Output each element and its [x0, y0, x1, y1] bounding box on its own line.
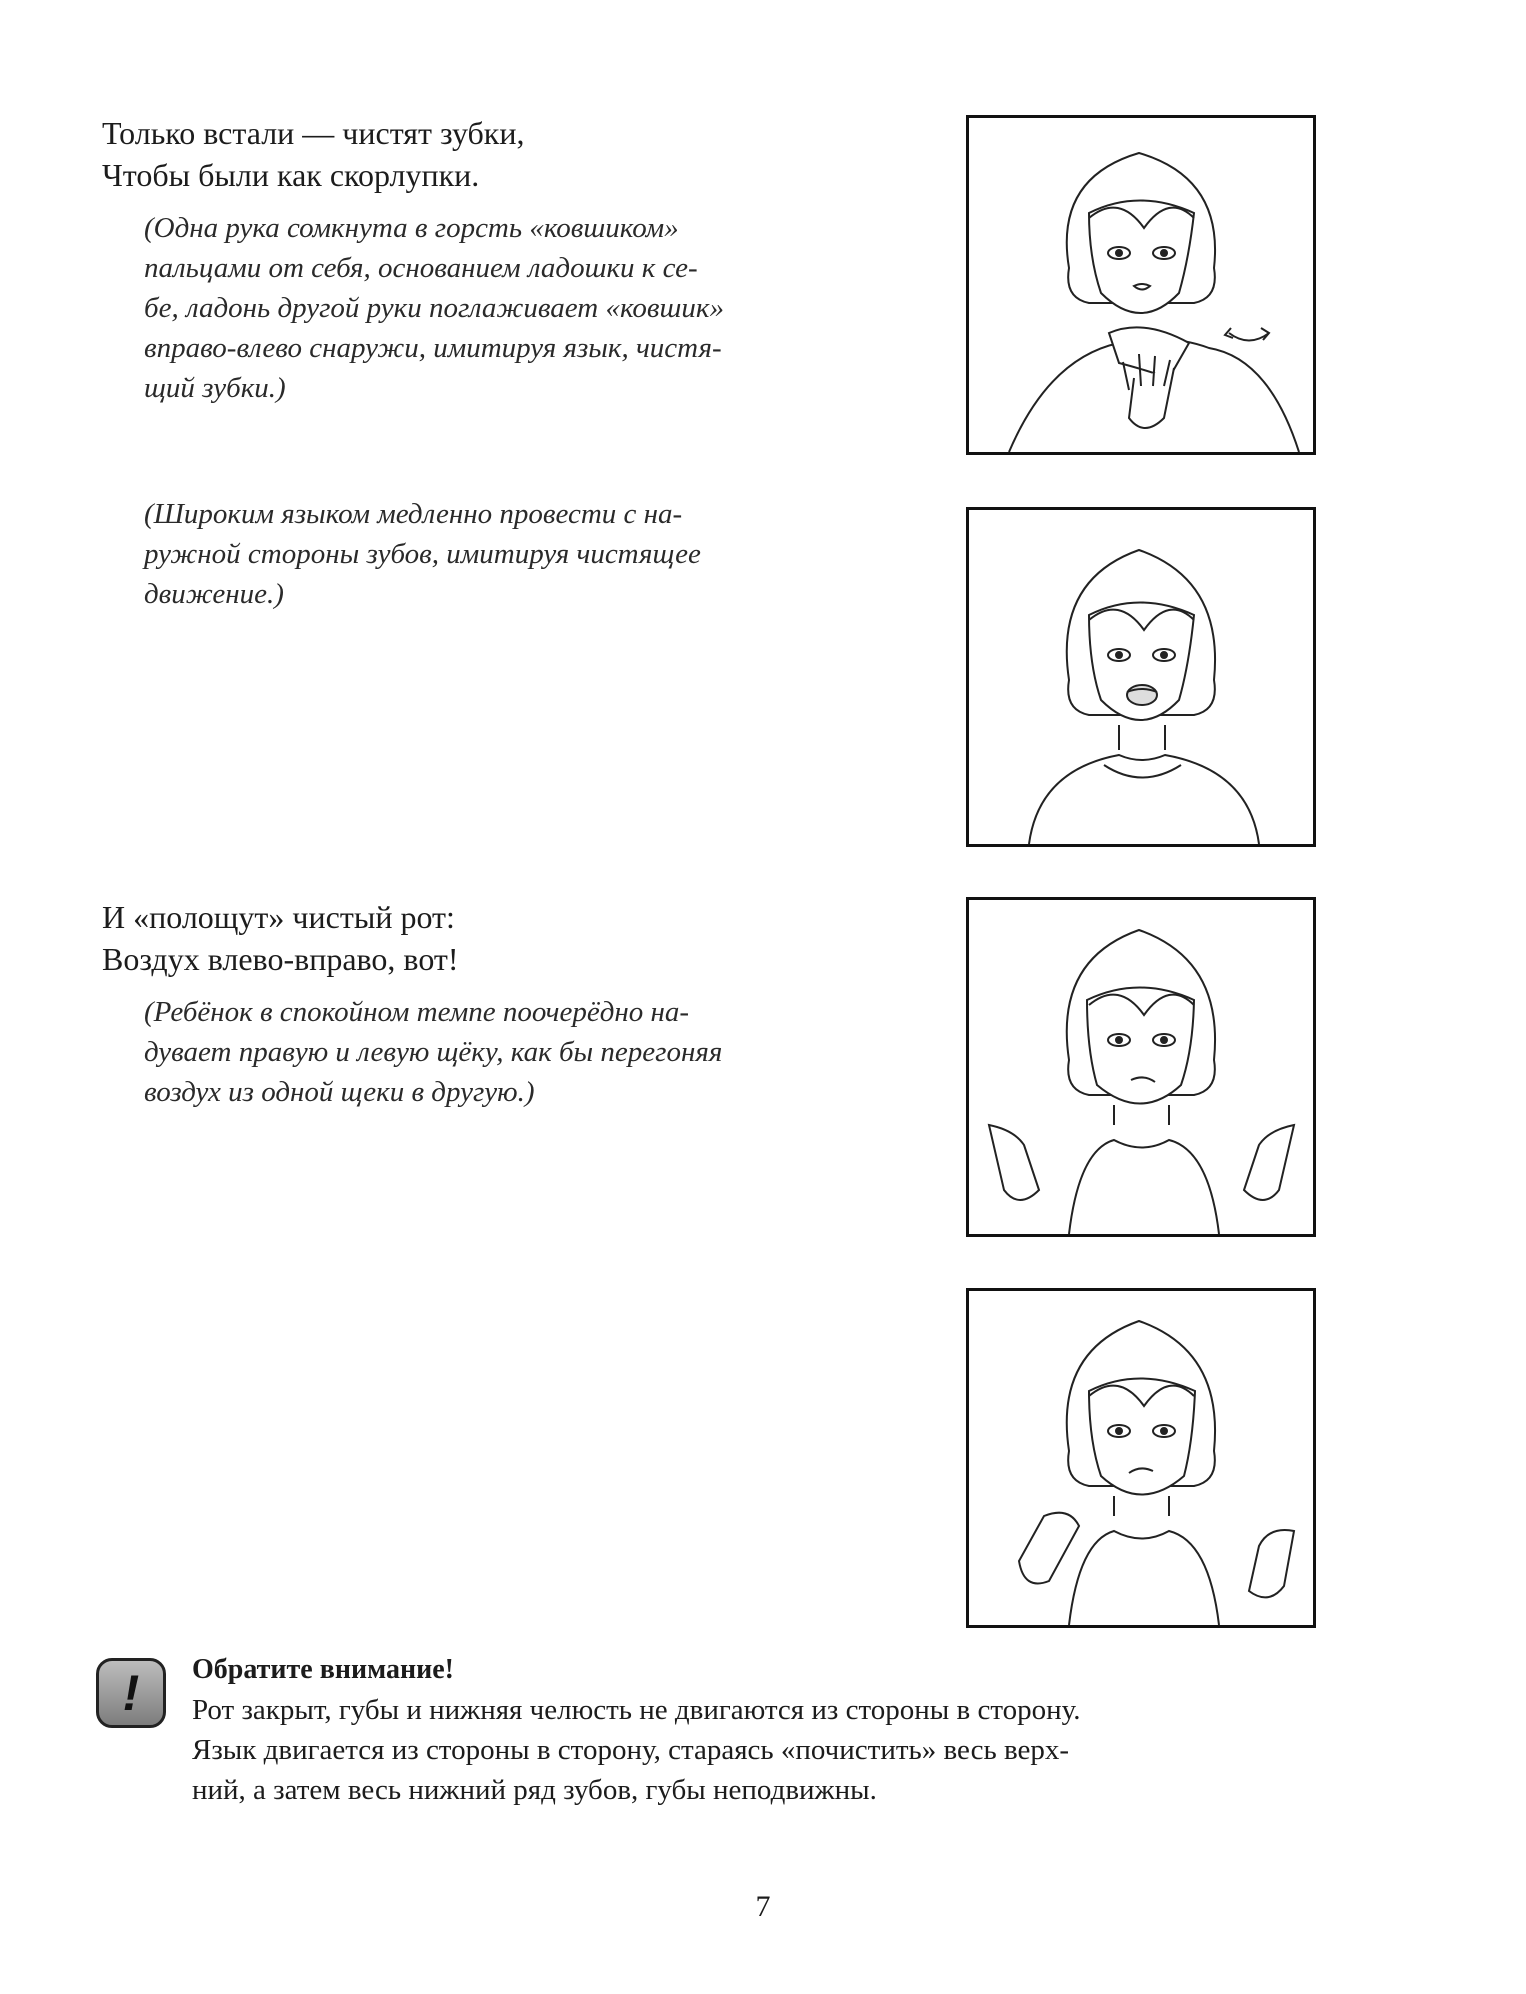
poem-3: [102, 896, 902, 980]
note-line: Рот закрыт, губы и нижняя челюсть не двигаются из стороны в сторону.: [192, 1694, 1081, 1726]
illustration-frame-1: [966, 115, 1316, 455]
instruction-line: (Одна рука сомкнута в горсть «ковшиком»: [144, 212, 679, 244]
instruction-3: [144, 992, 902, 1112]
instruction-line: бе, ладонь другой руки поглаживает «ковшик»: [144, 292, 724, 324]
instruction-line: щий зубки.): [144, 372, 286, 404]
child-hand-gesture-icon: [969, 118, 1313, 452]
instruction-line: пальцами от себя, основанием ладошки к се-: [144, 252, 698, 284]
poem-line: Только встали — чистят зубки,: [102, 115, 525, 151]
child-tongue-out-icon: [969, 510, 1313, 844]
note-line: Язык двигается из стороны в сторону, стараясь «почистить» весь верх-: [192, 1734, 1070, 1766]
instruction-line: (Широким языком медленно провести с на-: [144, 498, 683, 530]
instruction-1: [144, 208, 902, 408]
poem-1: [102, 112, 902, 196]
poem-line: И «полощут» чистый рот:: [102, 899, 455, 935]
section-3: [102, 896, 902, 1112]
poem-line: Чтобы были как скорлупки.: [102, 157, 480, 193]
section-2: [102, 494, 902, 614]
instruction-line: вправо-влево снаружи, имитируя язык, чистя-: [144, 332, 722, 364]
instruction-line: (Ребёнок в спокойном темпе поочерёдно на-: [144, 996, 690, 1028]
instruction-line: воздух из одной щеки в другую.): [144, 1076, 535, 1108]
page-number: 7: [755, 1890, 771, 1923]
section-1: [102, 112, 902, 408]
exclamation-icon: !: [96, 1658, 166, 1728]
instruction-line: движение.): [144, 578, 284, 610]
note-line: ний, а затем весь нижний ряд зубов, губы неподвижны.: [192, 1774, 877, 1806]
instruction-line: дувает правую и левую щёку, как бы перегоняя: [144, 1036, 723, 1068]
illustration-frame-3: [966, 897, 1316, 1237]
child-puffed-cheek-left-icon: [969, 1291, 1313, 1625]
note-body: [192, 1650, 1392, 1810]
illustration-frame-2: [966, 507, 1316, 847]
child-puffed-cheek-right-icon: [969, 900, 1313, 1234]
instruction-line: ружной стороны зубов, имитируя чистящее: [144, 538, 701, 570]
instruction-2: [144, 494, 902, 614]
note-title: Обратите внимание!: [192, 1654, 454, 1685]
illustration-frame-4: [966, 1288, 1316, 1628]
poem-line: Воздух влево-вправо, вот!: [102, 941, 459, 977]
